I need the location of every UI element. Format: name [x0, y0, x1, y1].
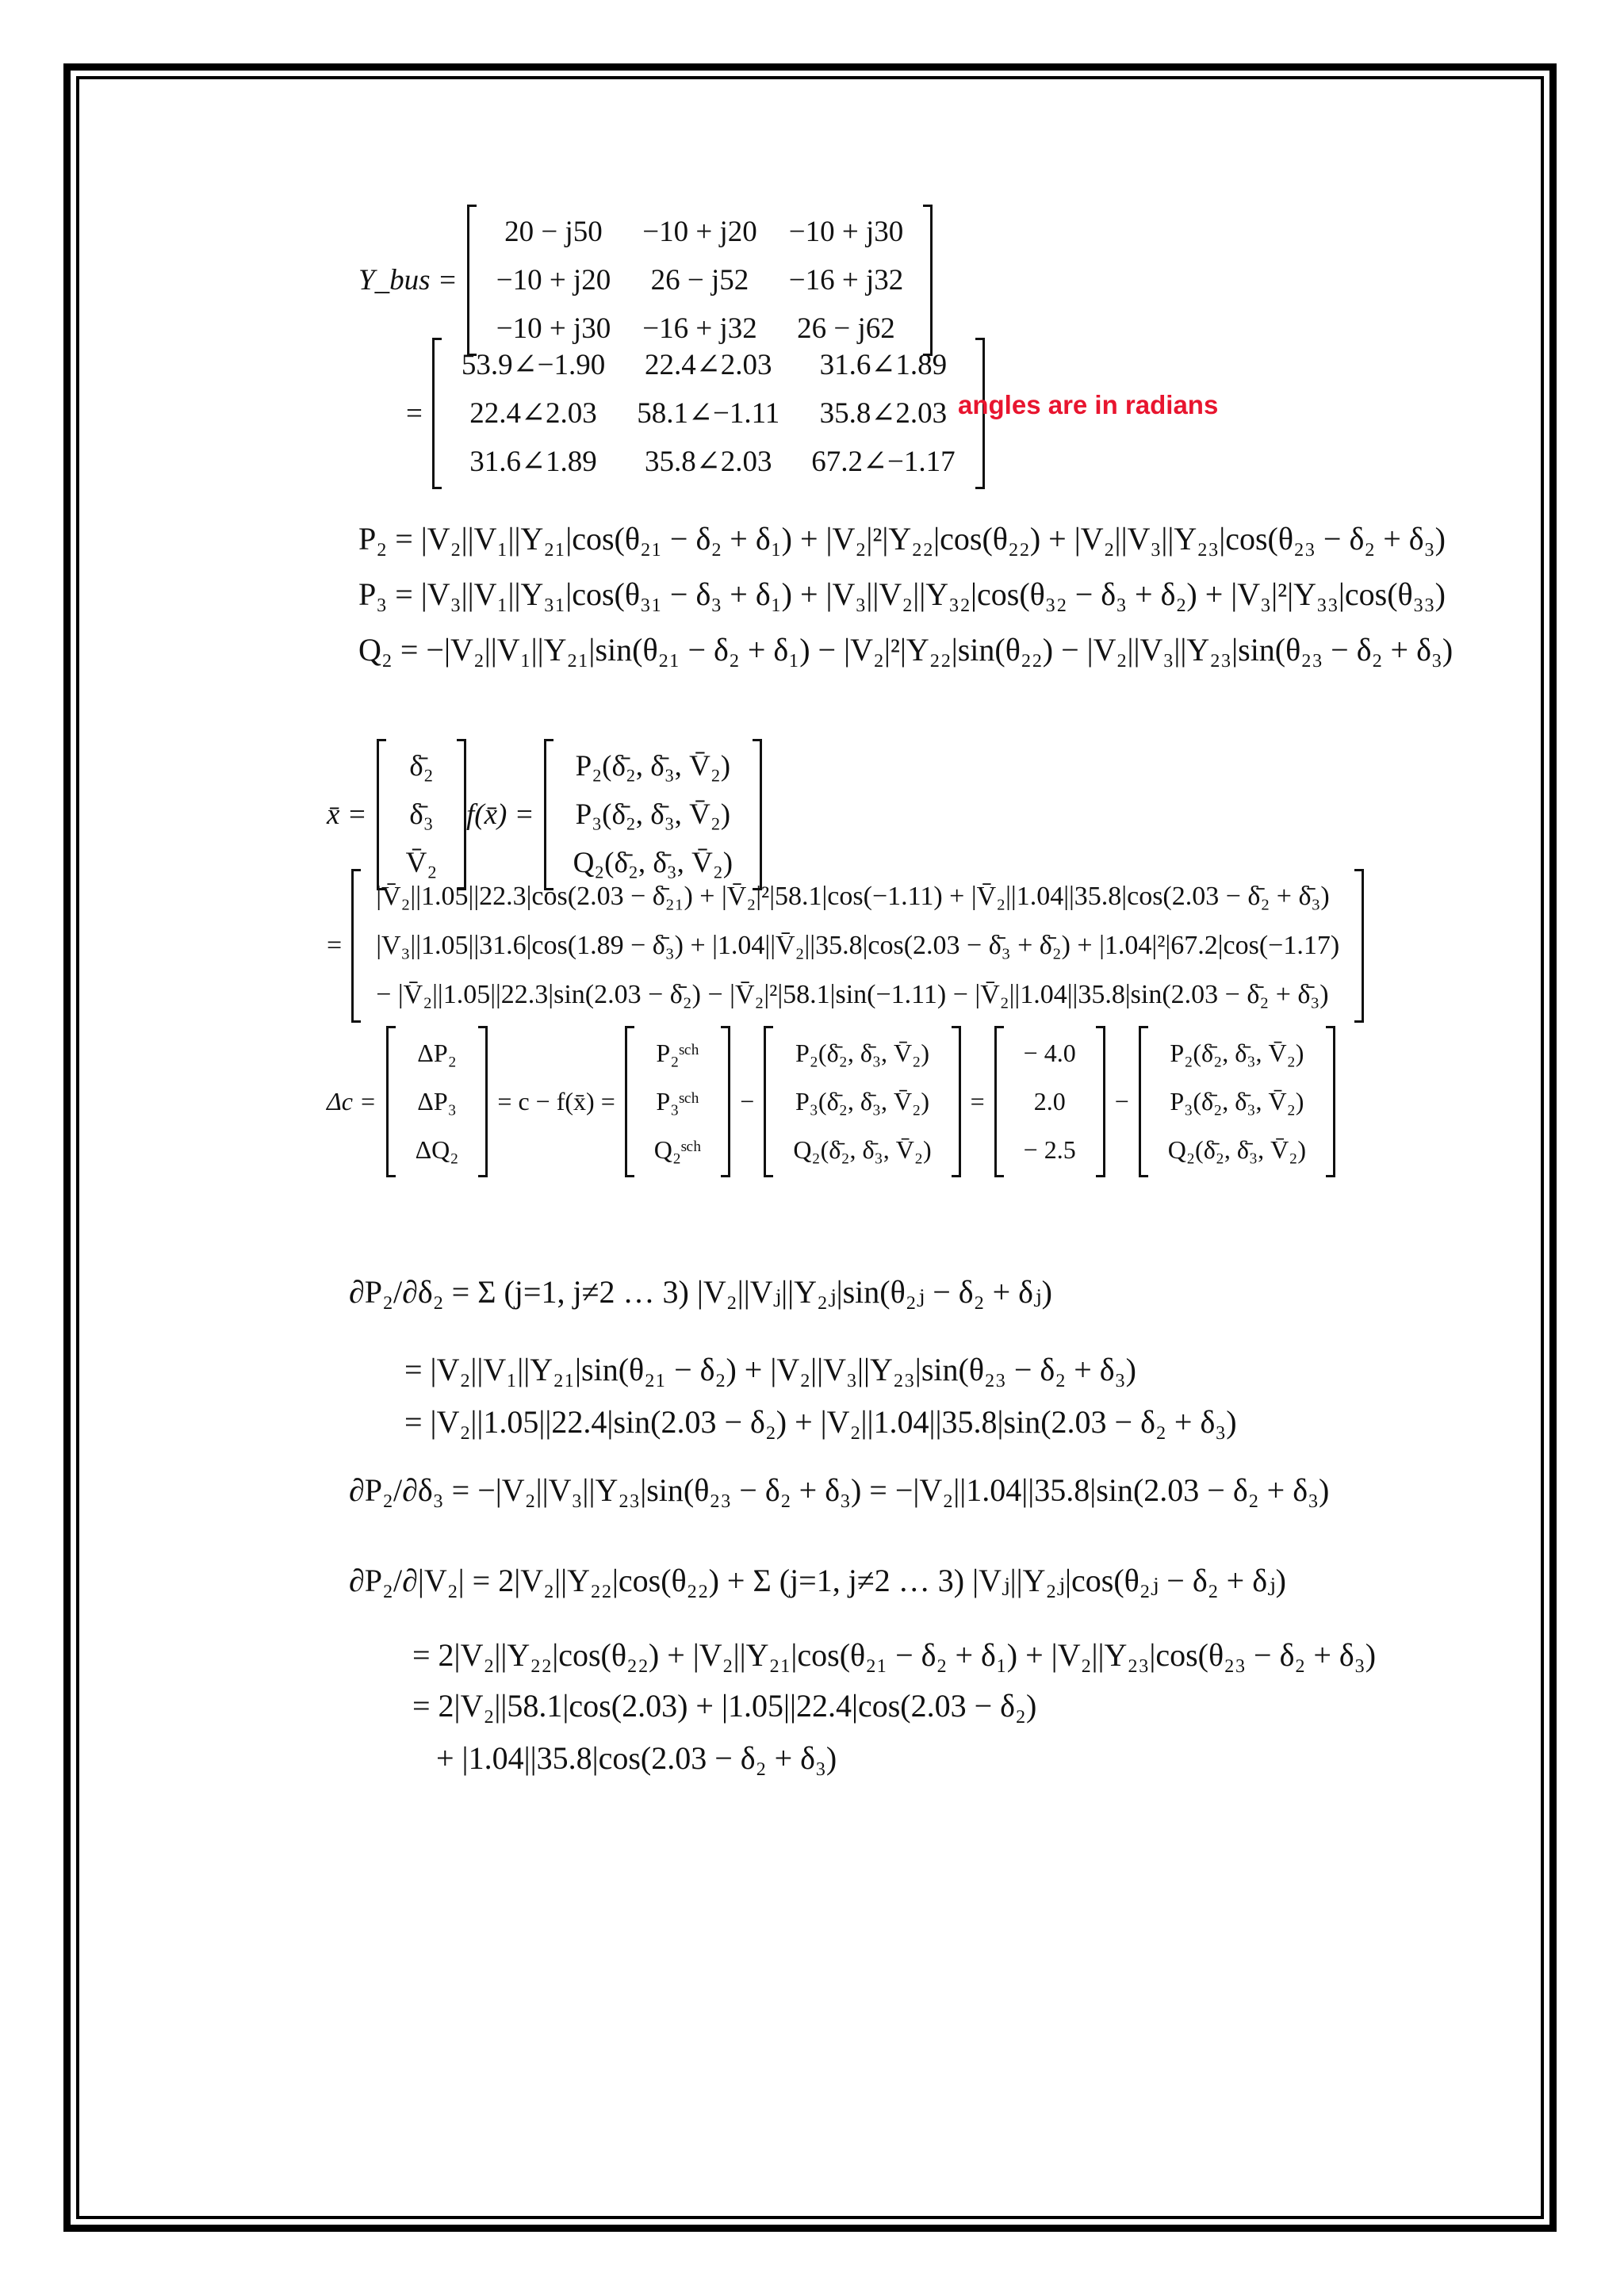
matrix-cell: 26 − j62 [797, 312, 895, 345]
p2-equation: P₂ = |V₂||V₁||Y₂₁|cos(θ₂₁ − δ₂ + δ₁) + |V₂|²|Y₂₂|cos(θ₂₂) + |V₂||V₃||Y₂₃|cos(θ₂₃ − δ₂ + δ₃) [358, 521, 1446, 557]
matrix-row [446, 438, 971, 486]
dp2-dv2-line4: + |1.04||35.8|cos(2.03 − δ₂ + δ₃) [436, 1740, 837, 1776]
matrix-row [400, 1126, 475, 1174]
minus-sign: − [1114, 1087, 1129, 1115]
matrix-row [365, 872, 1350, 921]
matrix-cell: P₃(δ̄₂, δ̄₃, V̄₂) [575, 798, 731, 831]
f-vector-equation [466, 739, 762, 890]
matrix-cell: −10 + j30 [496, 312, 611, 345]
x-vector [377, 739, 467, 890]
ybus-equation [358, 205, 933, 356]
matrix-cell: Q₂(δ̄₂, δ̄₃, V̄₂) [793, 1135, 932, 1164]
f-expanded-equation [327, 869, 1364, 1023]
matrix-row [777, 1126, 947, 1174]
matrix-cell: Q₂(δ̄₂, δ̄₃, V̄₂) [1167, 1135, 1307, 1164]
matrix-cell: Q₂(δ̄₂, δ̄₃, V̄₂) [573, 847, 733, 879]
matrix-row [446, 389, 971, 438]
p3-equation: P₃ = |V₃||V₁||Y₃₁|cos(θ₃₁ − δ₃ + δ₁) + |V₃||V₂||Y₃₂|cos(θ₃₂ − δ₃ + δ₂) + |V₃|²|Y₃₃|cos(θ₃₃) [358, 576, 1446, 612]
matrix-row [557, 742, 749, 790]
matrix-cell: − 4.0 [1023, 1039, 1076, 1067]
matrix-row [638, 1029, 718, 1077]
matrix-cell: δ̄₂ [409, 750, 434, 783]
scheduled-values-vector [994, 1026, 1105, 1177]
ybus-matrix [467, 205, 933, 356]
matrix-cell: P₂(δ̄₂, δ̄₃, V̄₂) [1170, 1039, 1304, 1067]
matrix-cell: − |V̄₂||1.05||22.3|sin(2.03 − δ̄₂) − |V̄₂|²|58.1|sin(−1.11) − |V̄₂||1.04||35.8|sin(2.03 − δ̄₂ + δ̄₃) [376, 980, 1329, 1009]
matrix-cell: P₂ˢᶜʰ [656, 1039, 699, 1067]
matrix-cell: |V̄₂||1.05||22.3|cos(2.03 − δ̄₂₁) + |V̄₂|²|58.1|cos(−1.11) + |V̄₂||1.04||35.8|cos(2.03 − δ̄₂ + δ̄₃) [376, 882, 1330, 911]
matrix-cell: −10 + j20 [642, 216, 757, 248]
matrix-cell: 35.8∠2.03 [644, 446, 772, 478]
matrix-row [1152, 1077, 1322, 1126]
matrix-row [1008, 1126, 1092, 1174]
matrix-row [390, 742, 454, 790]
dp2-ddelta2-equation [349, 1273, 1052, 1311]
matrix-row [390, 790, 454, 839]
matrix-row [777, 1029, 947, 1077]
equals-sign: = [970, 1087, 985, 1115]
matrix-cell: 22.4∠2.03 [469, 397, 597, 430]
matrix-cell: 58.1∠−1.11 [637, 397, 780, 430]
matrix-row [400, 1029, 475, 1077]
matrix-cell: P₂(δ̄₂, δ̄₃, V̄₂) [795, 1039, 929, 1067]
dp2-ddelta2-line2: = |V₂||V₁||Y₂₁|sin(θ₂₁ − δ₂) + |V₂||V₃||Y₂₃|sin(θ₂₃ − δ₂ + δ₃) [404, 1352, 1136, 1387]
equals-sign: = [327, 931, 343, 960]
equals-sign: = [406, 397, 423, 430]
matrix-row [557, 790, 749, 839]
matrix-cell: |V₃||1.05||31.6|cos(1.89 − δ̄₃) + |1.04||V̄₂||35.8|cos(2.03 − δ̄₃ + δ̄₂) + |1.04|²|67.2|cos(−1.17) [376, 931, 1340, 960]
f-vector [544, 739, 763, 890]
matrix-cell: ΔP₂ [417, 1039, 457, 1067]
matrix-row [1008, 1077, 1092, 1126]
delta-c-label: Δc = [327, 1087, 377, 1115]
matrix-cell: δ̄₃ [409, 798, 434, 831]
matrix-cell: 26 − j52 [650, 264, 749, 297]
dp2-dv2-equation: ∂P₂/∂|V₂| = 2|V₂||Y₂₂|cos(θ₂₂) + Σ (j=1, j≠2 … 3) |Vⱼ||Y₂ⱼ|cos(θ₂ⱼ − δ₂ + δⱼ) [349, 1563, 1286, 1598]
matrix-row [638, 1126, 718, 1174]
matrix-row [365, 921, 1350, 970]
x-vector-equation [327, 739, 466, 890]
dp2-dv2-line3: = 2|V₂||58.1|cos(2.03) + |1.05||22.4|cos(2.03 − δ₂) [412, 1688, 1037, 1724]
matrix-cell: 31.6∠1.89 [469, 446, 597, 478]
matrix-cell: P₃(δ̄₂, δ̄₃, V̄₂) [795, 1087, 929, 1115]
matrix-cell: Q₂ˢᶜʰ [653, 1135, 702, 1164]
dp2-ddelta2-lhs: ∂P₂/∂δ₂ = [349, 1274, 470, 1310]
ybus-polar-matrix [432, 338, 985, 489]
f-vector-repeat [764, 1026, 960, 1177]
f-vector-label: f(x̄) = [466, 798, 534, 831]
matrix-cell: 53.9∠−1.90 [461, 349, 606, 381]
f-expanded-matrix [351, 869, 1364, 1023]
delta-c-equation [327, 1026, 1335, 1177]
matrix-cell: − 2.5 [1023, 1135, 1076, 1164]
matrix-cell: −16 + j32 [788, 264, 904, 297]
matrix-cell: P₂(δ̄₂, δ̄₃, V̄₂) [575, 750, 731, 783]
dp2-ddelta2-sum: Σ (j=1, j≠2 … 3) |V₂||Vⱼ||Y₂ⱼ|sin(θ₂ⱼ − δ₂ + δⱼ) [477, 1274, 1052, 1310]
dp2-dv2-line2: = 2|V₂||Y₂₂|cos(θ₂₂) + |V₂||Y₂₁|cos(θ₂₁ − δ₂ + δ₁) + |V₂||Y₂₃|cos(θ₂₃ − δ₂ + δ₃) [412, 1637, 1377, 1673]
delta-vector [386, 1026, 488, 1177]
matrix-cell: ΔQ₂ [415, 1135, 459, 1164]
matrix-cell: 2.0 [1033, 1087, 1066, 1115]
minus-sign: − [740, 1087, 755, 1115]
ybus-polar-equation [406, 338, 985, 489]
matrix-cell: 20 − j50 [504, 216, 603, 248]
matrix-row [481, 256, 920, 304]
x-vector-label: x̄ = [327, 798, 367, 831]
scheduled-vector [625, 1026, 731, 1177]
matrix-row [1152, 1126, 1322, 1174]
matrix-row [365, 970, 1350, 1020]
matrix-row [1008, 1029, 1092, 1077]
matrix-cell: 31.6∠1.89 [819, 349, 948, 381]
radians-note: angles are in radians [958, 390, 1219, 419]
q2-equation: Q₂ = −|V₂||V₁||Y₂₁|sin(θ₂₁ − δ₂ + δ₁) − |V₂|²|Y₂₂|sin(θ₂₂) − |V₂||V₃||Y₂₃|sin(θ₂₃ − δ₂ + δ₃) [358, 632, 1454, 668]
matrix-row [446, 341, 971, 389]
ybus-label: Y_bus = [358, 264, 458, 297]
matrix-cell: 35.8∠2.03 [819, 397, 948, 430]
matrix-cell: −10 + j30 [788, 216, 904, 248]
matrix-cell: −16 + j32 [642, 312, 757, 345]
matrix-row [1152, 1029, 1322, 1077]
matrix-row [481, 208, 920, 256]
dp2-ddelta3-equation: ∂P₂/∂δ₃ = −|V₂||V₃||Y₂₃|sin(θ₂₃ − δ₂ + δ₃) = −|V₂||1.04||35.8|sin(2.03 − δ₂ + δ₃) [349, 1472, 1330, 1508]
matrix-cell: P₃(δ̄₂, δ̄₃, V̄₂) [1170, 1087, 1304, 1115]
matrix-cell: −10 + j20 [496, 264, 611, 297]
matrix-row [400, 1077, 475, 1126]
matrix-cell: ΔP₃ [417, 1087, 457, 1115]
matrix-cell: P₃ˢᶜʰ [656, 1087, 699, 1115]
matrix-cell: 67.2∠−1.17 [811, 446, 956, 478]
matrix-cell: 22.4∠2.03 [644, 349, 772, 381]
dp2-ddelta2-line3: = |V₂||1.05||22.4|sin(2.03 − δ₂) + |V₂||1.04||35.8|sin(2.03 − δ₂ + δ₃) [404, 1404, 1237, 1440]
f-vector-repeat-2 [1139, 1026, 1335, 1177]
c-minus-f-text: = c − f(x̄) = [497, 1087, 615, 1115]
matrix-cell: V̄₂ [405, 847, 438, 879]
matrix-row [777, 1077, 947, 1126]
matrix-row [638, 1077, 718, 1126]
